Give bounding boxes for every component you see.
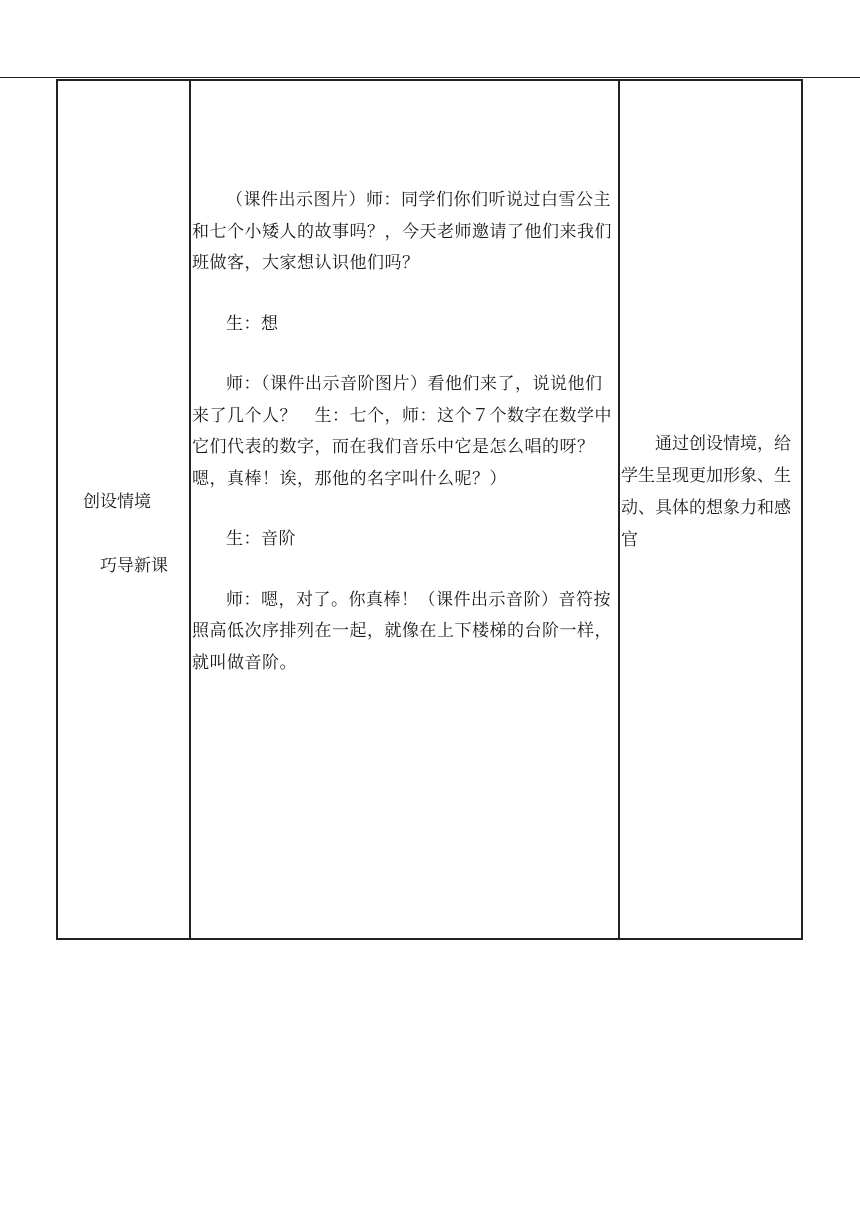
column-divider xyxy=(618,81,620,938)
header-rule xyxy=(0,77,860,78)
design-intent-cell xyxy=(621,428,801,556)
process-paragraph: 师：（课件出示音阶图片）看他们来了，说说他们来了几个人？ 生：七个，师：这个７个数字在数学中它们代表的数字，而在我们音乐中它是怎么唱的呀？嗯，真棒！诶，那他的名字叫什么呢？） xyxy=(192,374,612,489)
stage-label-line1: 创设情境 xyxy=(83,492,151,512)
process-paragraph: 师：嗯，对了。你真棒！（课件出示音阶）音符按照高低次序排列在一起，就像在上下楼梯的台阶一样，就叫做音阶。 xyxy=(192,589,612,673)
process-paragraph: （课件出示图片）师：同学们你们听说过白雪公主和七个小矮人的故事吗？，今天老师邀请了他们来我们班做客，大家想认识他们吗？ xyxy=(192,190,612,273)
process-paragraph: 生：音阶 xyxy=(226,529,296,549)
column-divider xyxy=(189,81,191,938)
teaching-process-cell xyxy=(192,185,615,679)
stage-label-line2: 巧导新课 xyxy=(100,556,168,576)
design-intent-text: 通过创设情境，给学生呈现更加形象、生动、具体的想象力和感官 xyxy=(621,434,791,550)
process-paragraph: 生：想 xyxy=(226,313,279,334)
